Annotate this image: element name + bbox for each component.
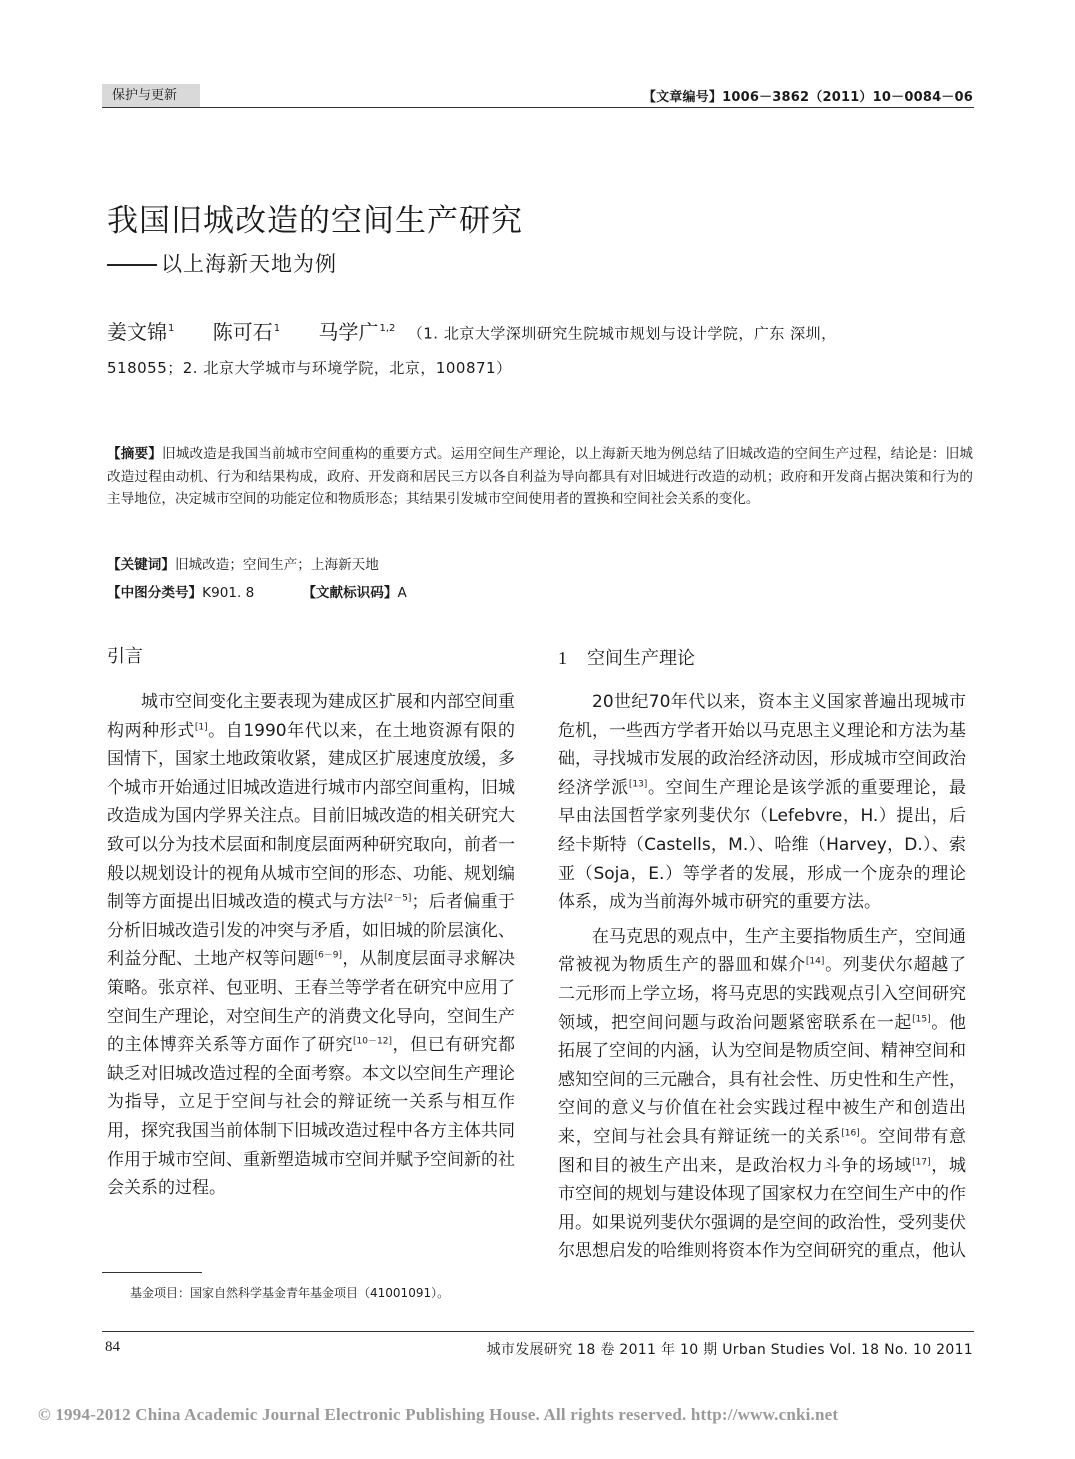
paragraph: 城市空间变化主要表现为建成区扩展和内部空间重构两种形式[1]。自1990年代以来，在土地资源有限的国情下，国家土地政策收紧，建成区扩展速度放缓，多个城市开始通过旧城改造进行城市内部空间重构，旧城改造成为国内学界关注点。目前旧城改造的相关研究大致可以分为技术层面和制度层面两种研究取向，前者一般以规划设计的视角从城市空间的形态、功能、规划编制等方面提出旧城改造的模式与方法[2－5]；后者偏重于分析旧城改造引发的冲突与矛盾，如旧城的阶层演化、利益分配、土地产权等问题[6－9]，从制度层面寻求解决策略。张京祥、包亚明、王春兰等学者在研究中应用了空间生产理论，对空间生产的消费文化导向，空间生产的主体博弈关系等方面作了研究[10－12]，但已有研究都缺乏对旧城改造过程的全面考察。本文以空间生产理论为指导，立足于空间与社会的辩证统一关系与相互作用，探究我国当前体制下旧城改造过程中各方主体共同作用于城市空间、重新塑造城市空间并赋予空间新的社会关系的过程。	[107, 692, 516, 1199]
citation: [10－12]	[353, 1036, 392, 1047]
citation: [16]	[841, 1128, 860, 1139]
intro-heading: 引言	[107, 646, 143, 667]
citation: [13]	[628, 779, 648, 790]
citation: [15]	[912, 1013, 931, 1024]
subtitle-dash	[107, 264, 157, 266]
clc-label: 【中图分类号】	[107, 585, 203, 601]
clc-value: K901. 8	[202, 585, 255, 601]
section-body	[558, 688, 966, 1266]
copyright-notice: © 1994-2012 China Academic Journal Electronic Publishing House. All rights reserved. http://www.cnki.net	[38, 1405, 839, 1424]
keywords-label: 【关键词】	[107, 557, 175, 573]
section-heading	[558, 644, 695, 670]
author-line	[107, 316, 975, 347]
section-tag: 保护与更新	[102, 84, 200, 108]
subtitle-text: 以上海新天地为例	[161, 252, 337, 276]
article-subtitle	[107, 248, 337, 278]
affiliation-line1: （1. 北京大学深圳研究生院城市规划与设计学院，广东 深圳，	[407, 324, 837, 343]
footnote-divider	[102, 1272, 202, 1273]
section-number: 1	[558, 648, 567, 668]
footer-divider	[102, 1331, 974, 1332]
page-number: 84	[105, 1339, 120, 1355]
doc-code-value: A	[397, 585, 407, 601]
paragraph: 20世纪70年代以来，资本主义国家普遍出现城市危机，一些西方学者开始以马克思主义理论和方法为基础，寻找城市发展的政治经济动因，形成城市空间政治经济学派[13]。空间生产理论是该学派的重要理论，最早由法国哲学家列斐伏尔（Lefebvre，H.）提出，后经卡斯特（Castells，M.）、哈维（Harvey，D.）、索亚（Soja，E.）等学者的发展，形成一个庞杂的理论体系，成为当前海外城市研究的重要方法。	[558, 692, 967, 913]
abstract	[107, 443, 973, 511]
author: 马学广$^{1,2}$	[318, 319, 396, 344]
article-title: 我国旧城改造的空间生产研究	[107, 203, 523, 239]
footnote	[130, 1284, 449, 1301]
intro-body	[107, 688, 515, 1203]
citation: [17]	[912, 1156, 931, 1167]
citation: [2－5]	[383, 893, 412, 904]
author: 陈可石$^1$	[212, 319, 281, 344]
author: 姜文锦$^1$	[107, 319, 175, 344]
keywords-text: 旧城改造；空间生产；上海新天地	[174, 557, 379, 573]
affiliation-line2: 518055；2. 北京大学城市与环境学院，北京，100871）	[107, 359, 512, 377]
citation: [14]	[805, 956, 825, 967]
citation: [6－9]	[314, 950, 343, 961]
footnote-label: 基金项目：	[130, 1286, 191, 1300]
paragraph: 在马克思的观点中，生产主要指物质生产，空间通常被视为物质生产的器皿和媒介[14]。列斐伏尔超越了二元形而上学立场，将马克思的实践观点引入空间研究领域，把空间问题与政治问题紧密联系在一起[15]。他拓展了空间的内涵，认为空间是物质空间、精神空间和感知空间的三元融合，具有社会性、历史性和生产性，空间的意义与价值在社会实践过程中被生产和创造出来，空间与社会具有辩证统一的关系[16]。空间带有意图和目的被生产出来，是政治权力斗争的场域[17]，城市空间的规划与建设体现了国家权力在空间生产中的作用。如果说列斐伏尔强调的是空间的政治性，受列斐伏尔思想启发的哈维则将资本作为空间研究的重点，他认	[558, 926, 967, 1262]
citation: [1]	[194, 721, 208, 732]
journal-info: 城市发展研究 18 卷 2011 年 10 期 Urban Studies Vol. 18 No. 10 2011	[486, 1342, 973, 1358]
footnote-text: 国家自然科学基金青年基金项目（41001091）。	[190, 1286, 450, 1300]
abstract-label: 【摘要】	[107, 446, 162, 462]
keywords	[107, 553, 379, 573]
section-title: 空间生产理论	[587, 648, 695, 669]
header-divider	[102, 107, 974, 108]
article-number: 【文章编号】1006－3862（2011）10－0084－06	[642, 90, 973, 105]
classification	[107, 581, 407, 601]
doc-code-label: 【文献标识码】	[302, 585, 398, 601]
abstract-text: 旧城改造是我国当前城市空间重构的重要方式。运用空间生产理论，以上海新天地为例总结了旧城改造的空间生产过程，结论是：旧城改造过程由动机、行为和结果构成，政府、开发商和居民三方以各自利益为导向都具有对旧城进行改造的动机；政府和开发商占据决策和行为的主导地位，决定城市空间的功能定位和物质形态；其结果引发城市空间使用者的置换和空间社会关系的变化。	[107, 446, 974, 507]
